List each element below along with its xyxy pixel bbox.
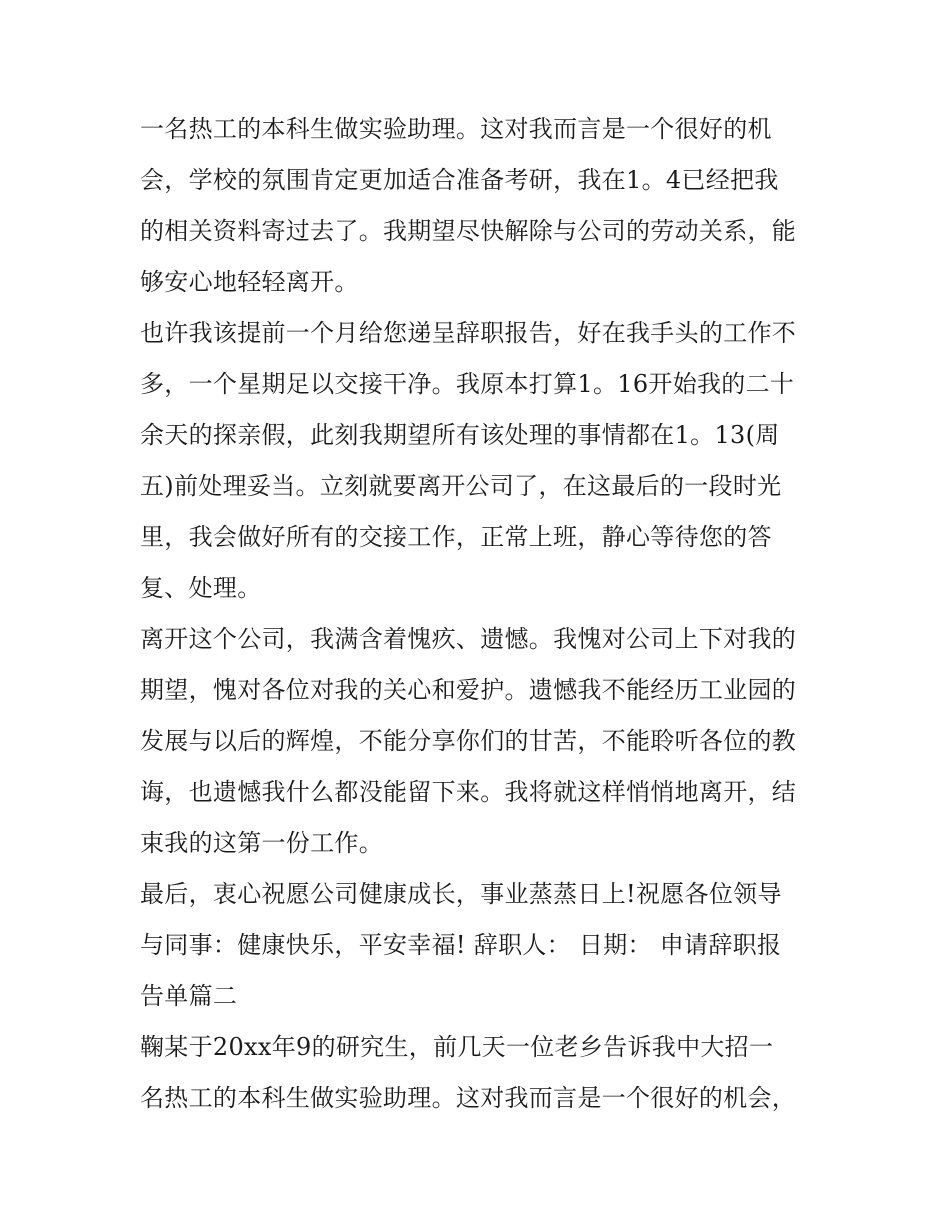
- text-line: 最后，衷心祝愿公司健康成长，事业蒸蒸日上!祝愿各位领导: [140, 880, 782, 908]
- text-line: 与同事：健康快乐，平安幸福! 辞职人： 日期： 申请辞职报: [140, 931, 782, 959]
- text-line: 里，我会做好所有的交接工作，正常上班，静心等待您的答: [140, 523, 772, 551]
- text-line: 余天的探亲假，此刻我期望所有该处理的事情都在1。13(周: [140, 421, 780, 449]
- text-line: 发展与以后的辉煌，不能分享你们的甘苦，不能聆听各位的教: [140, 727, 797, 755]
- text-line: 诲，也遗憾我什么都没能留下来。我将就这样悄悄地离开，结: [140, 778, 797, 806]
- text-line: 名热工的本科生做实验助理。这对我而言是一个很好的机会，: [140, 1084, 797, 1112]
- text-line: 鞠某于20xx年9的研究生，前几天一位老乡告诉我中大招一: [140, 1033, 774, 1061]
- text-line: 五)前处理妥当。立刻就要离开公司了，在这最后的一段时光: [140, 472, 782, 500]
- text-line: 会，学校的氛围肯定更加适合准备考研，我在1。4已经把我: [140, 166, 779, 194]
- text-line: 多，一个星期足以交接干净。我原本打算1。16开始我的二十: [140, 370, 795, 398]
- text-line: 一名热工的本科生做实验助理。这对我而言是一个很好的机: [140, 115, 772, 143]
- text-line: 够安心地轻轻离开。: [140, 268, 359, 296]
- text-line: 也许我该提前一个月给您递呈辞职报告，好在我手头的工作不: [140, 319, 797, 347]
- text-line: 束我的这第一份工作。: [140, 829, 383, 857]
- text-line: 离开这个公司，我满含着愧疚、遗憾。我愧对公司上下对我的: [140, 625, 797, 653]
- text-line: 复、处理。: [140, 574, 262, 602]
- text-line: 的相关资料寄过去了。我期望尽快解除与公司的劳动关系，能: [140, 217, 797, 245]
- text-line: 告单篇二: [140, 982, 238, 1010]
- document-body: [140, 104, 820, 1124]
- text-line: 期望，愧对各位对我的关心和爱护。遗憾我不能经历工业园的: [140, 676, 797, 704]
